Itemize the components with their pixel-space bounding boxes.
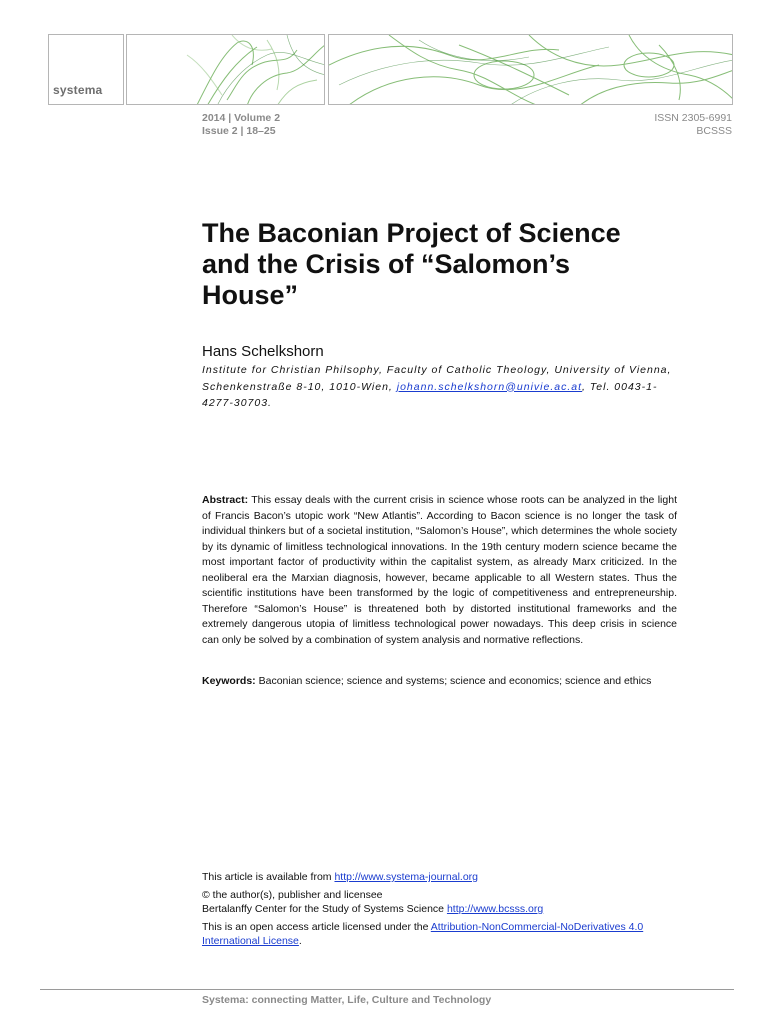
- journal-url-link[interactable]: http://www.systema-journal.org: [334, 871, 479, 883]
- swirl-graphic-right: [329, 35, 733, 105]
- journal-logo-box: [48, 34, 124, 105]
- keywords-text: Baconian science; science and systems; science and economics; science and ethics: [255, 675, 652, 687]
- banner-decoration-left: [126, 34, 325, 105]
- center-url-link[interactable]: http://www.bcsss.org: [446, 903, 544, 915]
- article-title: The Baconian Project of Science and the Crisis of “Salomon’s House”: [202, 218, 621, 310]
- abstract: [202, 493, 677, 648]
- issue-info: [202, 112, 280, 138]
- volume-line: 2014 | Volume 2: [202, 112, 281, 124]
- publisher-abbr: BCSSS: [696, 125, 732, 137]
- license-text: This is an open access article licensed under the: [202, 921, 431, 933]
- swirl-graphic-left: [127, 35, 325, 105]
- banner-decoration-right: [328, 34, 733, 105]
- license-end: .: [298, 935, 302, 947]
- abstract-text: This essay deals with the current crisis in science whose roots can be analyzed in the light of Francis Bacon’s utopic work “New Atlantis”. According to Bacon science is no longer the task of individual thinkers but of a societal institution, “Salomon’s House”, which determines the whole society by its dynamic of limitless technological innovations. In the 19th century modern science became the most important factor of productivity within the capitalist system, as already Marx criticized. In the neoliberal era the Marxian diagnosis, however, became applicable to all Western states. Thus the scientific institutions have been transformed by the logic of competitiveness and entrepreneurship. Therefore “Salomon’s House” is threatened both by distorted institutional frameworks and the extremely dangerous utopia of limitless technological power nowadays. This deep crisis in science can only be solved by a combination of system analysis and normative reflections.: [202, 494, 677, 646]
- availability-line: [202, 870, 677, 884]
- author-name: Hans Schelkshorn: [202, 343, 324, 360]
- journal-banner: [48, 34, 733, 105]
- center-text: Bertalanffy Center for the Study of Systems Science: [202, 903, 447, 915]
- journal-logo: systema: [53, 83, 103, 97]
- author-affiliation: [202, 362, 672, 412]
- issn-line: ISSN 2305-6991: [654, 112, 732, 124]
- author-email-link[interactable]: johann.schelkshorn@univie.ac.at: [396, 380, 582, 393]
- affiliation-text: Institute for Christian Philsophy, Faculty of Catholic Theology, University of Vienna, Schenkenstraße 8-10, 1010-Wien,: [202, 364, 672, 393]
- keywords: [202, 675, 677, 687]
- affiliation-phone: , Tel. 0043-1-4277-30703.: [202, 380, 658, 409]
- license-link[interactable]: Attribution-NonCommercial-NoDerivatives 4.0 International License: [202, 921, 644, 947]
- availability-text: This article is available from: [202, 871, 335, 883]
- copyright-line: © the author(s), publisher and licensee: [202, 889, 383, 901]
- issn-info: [654, 112, 732, 138]
- journal-tagline: Systema: connecting Matter, Life, Culture and Technology: [202, 994, 492, 1006]
- footer-divider: [40, 989, 734, 990]
- issue-line: Issue 2 | 18–25: [202, 125, 276, 137]
- abstract-label: Abstract:: [202, 494, 249, 506]
- license-line: [202, 920, 677, 948]
- copyright-block: [202, 888, 677, 916]
- keywords-label: Keywords:: [202, 675, 256, 687]
- article-footer-info: [202, 870, 677, 952]
